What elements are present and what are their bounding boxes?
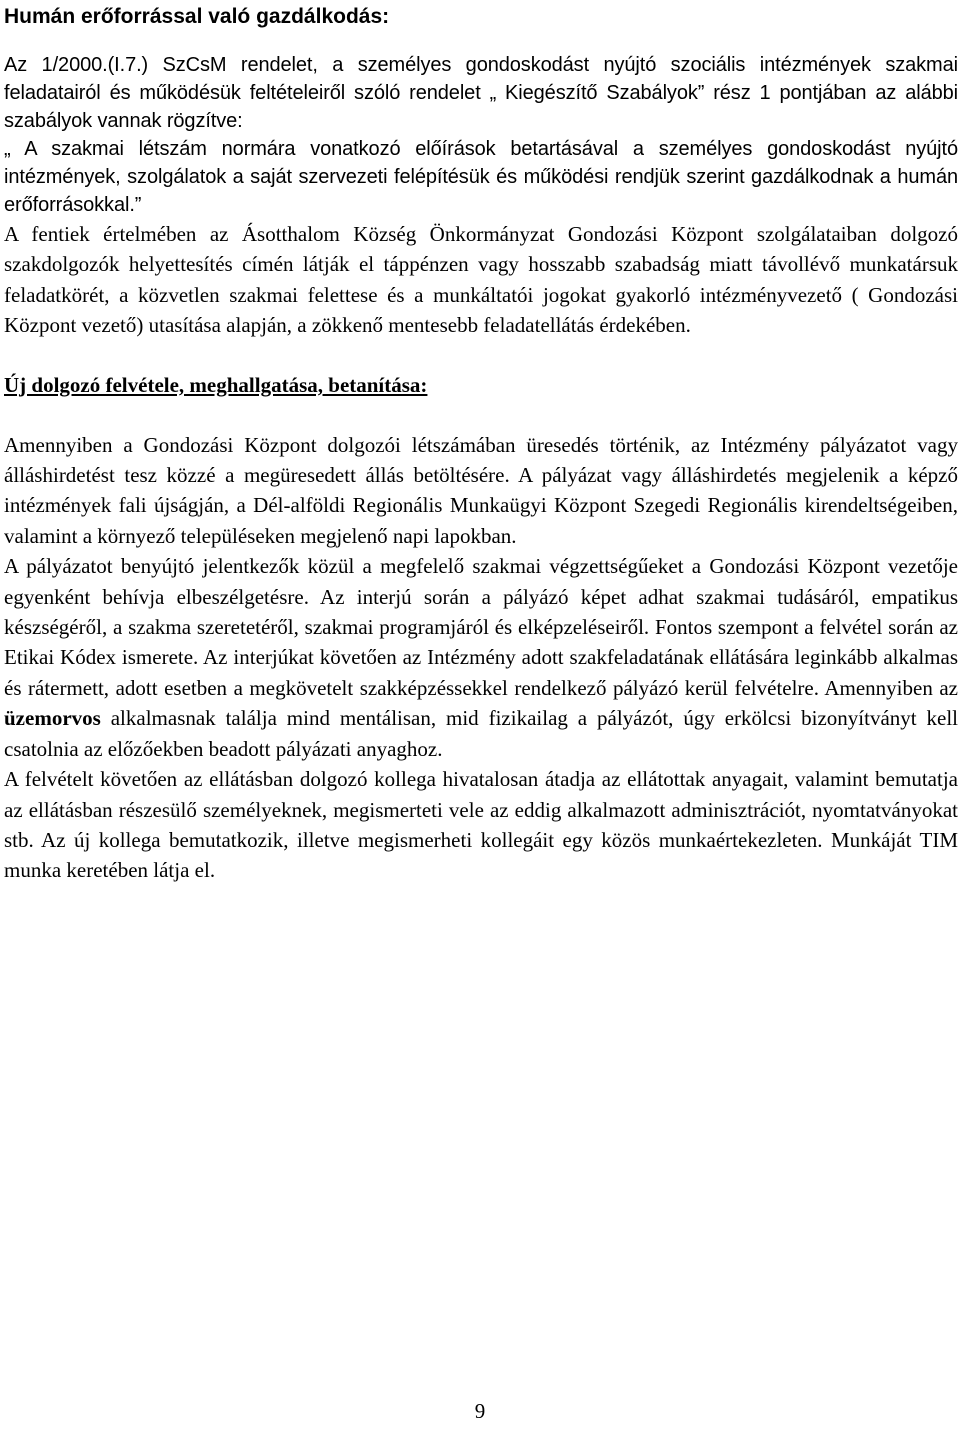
page-number: 9 [474,1399,486,1423]
spacer [4,400,958,430]
page-title: Humán erőforrással való gazdálkodás: [4,5,390,28]
spacer [4,31,958,51]
section-heading: Új dolgozó felvétele, meghallgatása, betanítása: [4,372,428,397]
spacer [4,341,958,370]
selection-text-after: alkalmasnak találja mind mentálisan, mid fizikailag a pályázót, úgy erkölcsi bizonyítványt kell csatolnia az előzőekben beadott pályázati anyaghoz. [4,706,958,761]
quoted-rule-paragraph: „ A szakmai létszám normára vonatkozó előírások betartásával a személyes gondoskodást nyújtó intézmények, szolgálatok a saját szervezeti felépítésük és működési rendjük szerint gazdálkodnak a humán erőforrásokkal.” [4,138,958,216]
selection-text-before: A pályázatot benyújtó jelentkezők közül a megfelelő szakmai végzettségűeket a Gondozási Központ vezetője egyenként behívja elbeszélgetésre. Az interjú során a pályázó képet adhat szakmai tudásáról, empatikus készségéről, a szakma szeretetéről, szakmai programjáról és elképzeléseiről. Fontos szempont a felvétel során az Etikai Kódex ismerete. Az interjúkat követően az Intézmény adott szakfeladatának ellátására leginkább alkalmas és rátermett, adott esetben a megkövetelt szakképzéssekkel rendelkező pályázó kerül felvételre. Amennyiben az [4,554,958,700]
selection-paragraph [4,551,958,764]
onboarding-paragraph: A felvételt követően az ellátásban dolgozó kollega hivatalosan átadja az ellátottak anyagait, valamint bemutatja az ellátásban részesülő személyeknek, megismerteti vele az eddig alkalmazott adminisztrációt, nyomtatványokat stb. Az új kollega bemutatkozik, illetve megismerheti kollegáit egy közös munkaértekezleten. Munkáját TIM munka keretében látja el. [4,767,958,883]
substitution-paragraph: A fentiek értelmében az Ásotthalom Község Önkormányzat Gondozási Központ szolgálataiban dolgozó szakdolgozók helyettesítés címén látják el táppénzen vagy hosszabb szabadság miatt távollévő munkatársuk feladatkörét, a közvetlen szakmai felettese és a munkáltatói jogokat gyakorló intézményvezető ( Gondozási Központ vezető) utasítása alapján, a zökkenő mentesebb feladatellátás érdekében. [4,222,958,338]
intro-paragraph: Az 1/2000.(I.7.) SzCsM rendelet, a személyes gondoskodást nyújtó szociális intézmények szakmai feladatairól és működésük feltételeiről szóló rendelet „ Kiegészítő Szabályok” rész 1 pontjában az alábbi szabályok vannak rögzítve: [4,54,958,132]
occupational-doctor-term: üzemorvos [4,706,101,731]
page-body [4,2,958,886]
vacancy-paragraph: Amennyiben a Gondozási Központ dolgozói létszámában üresedés történik, az Intézmény pályázatot vagy álláshirdetést tesz közzé a megüresedett állás betöltésére. A pályázat vagy álláshirdetés megjelenik a képző intézmények fali újságján, a Dél-alföldi Regionális Munkaügyi Központ Szegedi Regionális kirendeltségeiben, valamint a környező településeken megjelenő napi lapokban. [4,432,958,548]
